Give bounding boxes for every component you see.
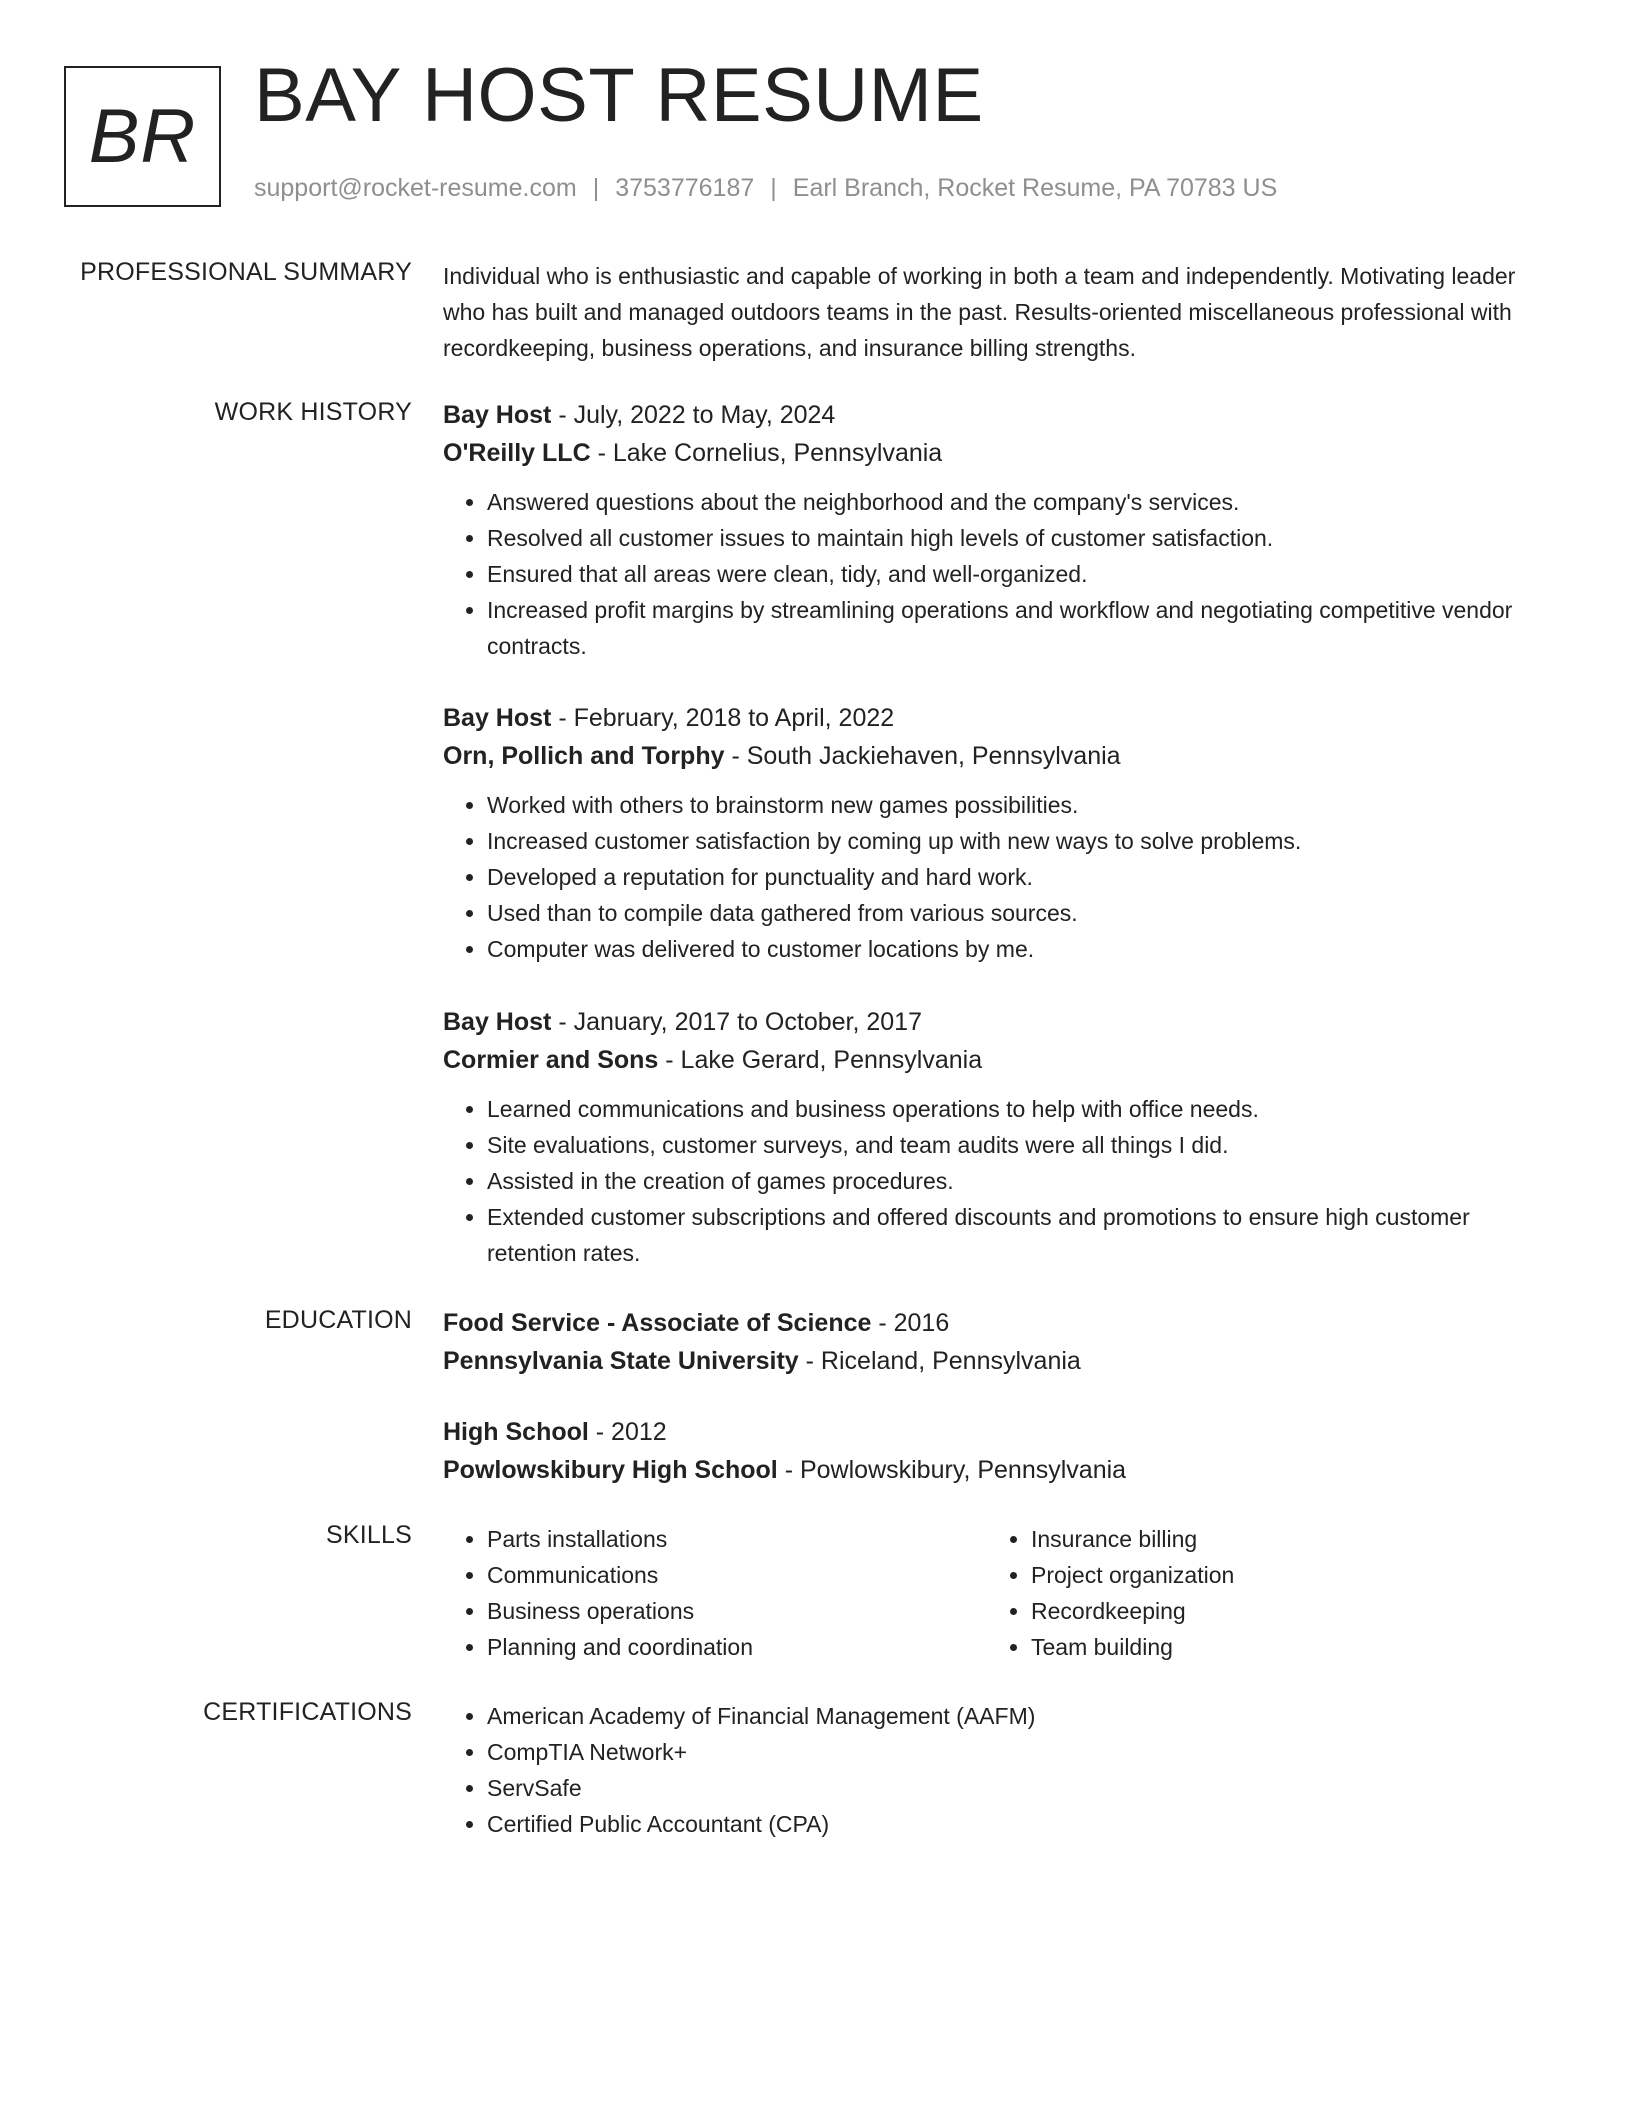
certification-item: • ServSafe — [487, 1770, 1553, 1806]
monogram-logo — [64, 66, 221, 207]
job-location: - Lake Gerard, Pennsylvania — [658, 1046, 983, 1074]
education-entry — [443, 1413, 1553, 1489]
job-bullet: • Computer was delivered to customer locations by me. — [487, 931, 1553, 967]
skill-item: • Project organization — [1031, 1557, 1531, 1593]
education-degree-line — [443, 1413, 1553, 1451]
skill-item: • Parts installations — [487, 1521, 987, 1557]
job-bullet: • Worked with others to brainstorm new games possibilities. — [487, 787, 1553, 823]
section-label-certifications: CERTIFICATIONS — [203, 1698, 412, 1726]
skill-item: • Recordkeeping — [1031, 1593, 1531, 1629]
job-bullet: • Extended customer subscriptions and offered discounts and promotions to ensure high customer retention rates. — [487, 1199, 1553, 1271]
job-company-line — [443, 737, 1553, 775]
skills-column — [443, 1521, 987, 1665]
section-label-education: EDUCATION — [264, 1306, 412, 1334]
education-degree: High School — [443, 1418, 589, 1446]
monogram-text: BR — [88, 94, 197, 179]
job-dates: - July, 2022 to May, 2024 — [551, 401, 836, 429]
job-entry — [443, 396, 1553, 664]
contact-phone: 3753776187 — [615, 174, 755, 202]
education-year: - 2012 — [588, 1418, 667, 1446]
education-degree: Food Service - Associate of Science — [443, 1309, 872, 1337]
job-bullet: • Used than to compile data gathered from various sources. — [487, 895, 1553, 931]
job-bullet: • Assisted in the creation of games procedures. — [487, 1163, 1553, 1199]
job-bullet: • Site evaluations, customer surveys, and team audits were all things I did. — [487, 1127, 1553, 1163]
job-company: Cormier and Sons — [443, 1046, 659, 1074]
resume-title: BAY HOST RESUME — [254, 53, 984, 138]
certification-item: • Certified Public Accountant (CPA) — [487, 1806, 1553, 1842]
section-label-skills: SKILLS — [326, 1521, 412, 1549]
contact-line — [254, 174, 1277, 203]
certifications-list — [443, 1698, 1553, 1842]
job-title-line — [443, 1003, 1553, 1041]
skill-item: • Insurance billing — [1031, 1521, 1531, 1557]
job-company: O'Reilly LLC — [443, 439, 591, 467]
job-bullets — [443, 1091, 1553, 1271]
job-title: Bay Host — [443, 704, 552, 732]
job-location: - Lake Cornelius, Pennsylvania — [590, 439, 943, 467]
section-label-summary: PROFESSIONAL SUMMARY — [80, 258, 412, 286]
job-bullet: • Increased profit margins by streamlining operations and workflow and negotiating competitive vendor contracts. — [487, 592, 1553, 664]
summary-text: Individual who is enthusiastic and capable of working in both a team and independently. Motivating leader who has built and managed outdoors teams in the past. Results-oriented miscellaneous professional with recordkeeping, business operations, and insurance billing strengths. — [443, 263, 1516, 361]
job-title: Bay Host — [443, 1008, 552, 1036]
job-bullet: • Resolved all customer issues to maintain high levels of customer satisfaction. — [487, 520, 1553, 556]
contact-separator: | — [770, 174, 777, 202]
job-company-line — [443, 1041, 1553, 1079]
contact-email: support@rocket-resume.com — [254, 174, 577, 202]
job-dates: - January, 2017 to October, 2017 — [551, 1008, 922, 1036]
education-year: - 2016 — [871, 1309, 950, 1337]
education-entry — [443, 1304, 1553, 1380]
job-entry — [443, 699, 1553, 967]
job-dates: - February, 2018 to April, 2022 — [551, 704, 895, 732]
education-school: Pennsylvania State University — [443, 1347, 799, 1375]
education-school-line — [443, 1342, 1553, 1380]
skill-item: • Planning and coordination — [487, 1629, 987, 1665]
job-bullet: • Learned communications and business operations to help with office needs. — [487, 1091, 1553, 1127]
job-bullet: • Answered questions about the neighborhood and the company's services. — [487, 484, 1553, 520]
skills-list — [443, 1521, 1553, 1665]
skill-item: • Team building — [1031, 1629, 1531, 1665]
education-school-line — [443, 1451, 1553, 1489]
contact-address: Earl Branch, Rocket Resume, PA 70783 US — [792, 174, 1278, 202]
job-company-line — [443, 434, 1553, 472]
skills-column — [987, 1521, 1531, 1665]
job-bullet: • Increased customer satisfaction by coming up with new ways to solve problems. — [487, 823, 1553, 859]
education-location: - Powlowskibury, Pennsylvania — [777, 1456, 1127, 1484]
job-title: Bay Host — [443, 401, 552, 429]
education-location: - Riceland, Pennsylvania — [798, 1347, 1081, 1375]
certification-item: • CompTIA Network+ — [487, 1734, 1553, 1770]
certification-item: • American Academy of Financial Management (AAFM) — [487, 1698, 1553, 1734]
skill-item: • Business operations — [487, 1593, 987, 1629]
contact-separator: | — [592, 174, 600, 202]
job-bullets — [443, 484, 1553, 664]
job-title-line — [443, 699, 1553, 737]
education-degree-line — [443, 1304, 1553, 1342]
job-location: - South Jackiehaven, Pennsylvania — [724, 742, 1121, 770]
job-entry — [443, 1003, 1553, 1271]
job-bullet: • Ensured that all areas were clean, tidy, and well-organized. — [487, 556, 1553, 592]
education-school: Powlowskibury High School — [443, 1456, 778, 1484]
job-bullets — [443, 787, 1553, 967]
job-title-line — [443, 396, 1553, 434]
section-label-work: WORK HISTORY — [214, 398, 412, 426]
skill-item: • Communications — [487, 1557, 987, 1593]
job-company: Orn, Pollich and Torphy — [443, 742, 725, 770]
job-bullet: • Developed a reputation for punctuality and hard work. — [487, 859, 1553, 895]
